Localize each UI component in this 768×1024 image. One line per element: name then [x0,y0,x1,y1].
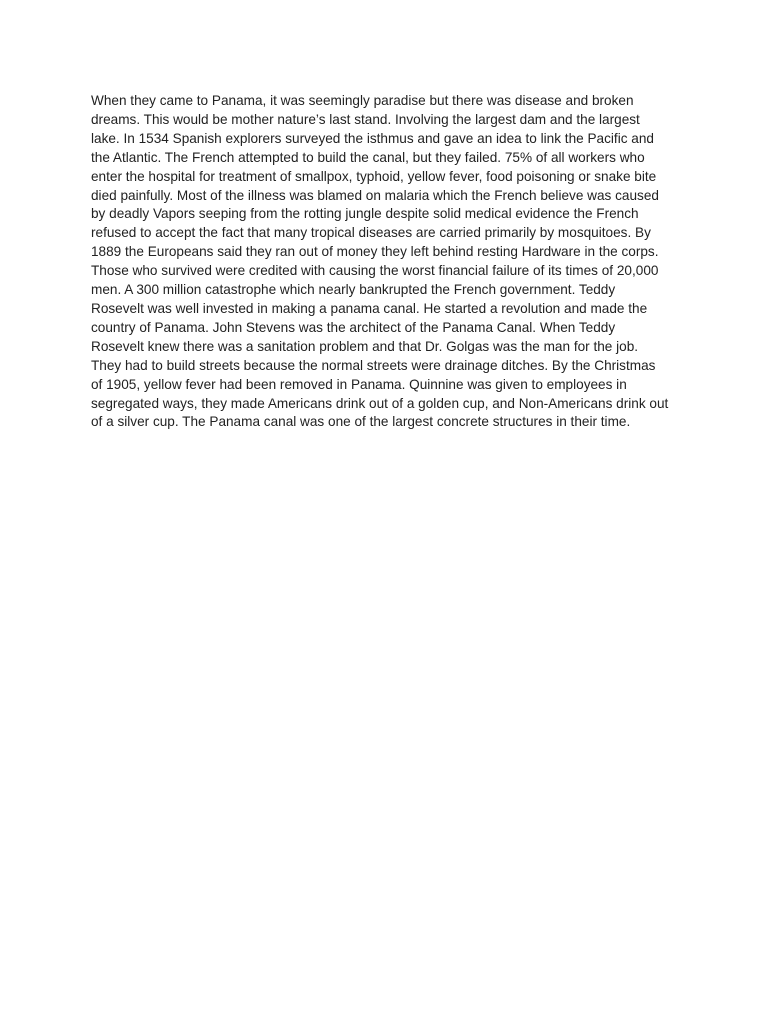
paragraph-line-12: Rosevelt was well invested in making a panama canal. He started a revolution and made the [91,300,648,316]
paragraph-line-11: men. A 300 million catastrophe which nearly bankrupted the French government. Teddy [91,282,616,298]
paragraph-line-9: 1889 the Europeans said they ran out of money they left behind resting Hardware in the corps. [91,244,659,260]
paragraph-line-7: by deadly Vapors seeping from the rotting jungle despite solid medical evidence the French [91,206,639,222]
paragraph-line-16: of 1905, yellow fever had been removed in Panama. Quinnine was given to employees in [91,376,627,392]
paragraph-line-8: refused to accept the fact that many tropical diseases are carried primarily by mosquitoes. By [91,225,651,241]
body-paragraph [91,92,691,432]
paragraph-line-10: Those who survived were credited with causing the worst financial failure of its times of 20,000 [91,263,659,279]
paragraph-line-2: dreams. This would be mother nature’s last stand. Involving the largest dam and the largest [91,111,640,127]
paragraph-line-15: They had to build streets because the normal streets were drainage ditches. By the Christmas [91,357,656,373]
paragraph-line-13: country of Panama. John Stevens was the architect of the Panama Canal. When Teddy [91,319,616,335]
paragraph-line-3: lake. In 1534 Spanish explorers surveyed the isthmus and gave an idea to link the Pacific and [91,130,654,146]
paragraph-line-6: died painfully. Most of the illness was blamed on malaria which the French believe was caused [91,187,659,203]
paragraph-line-14: Rosevelt knew there was a sanitation problem and that Dr. Golgas was the man for the job. [91,338,639,354]
paragraph-line-4: the Atlantic. The French attempted to build the canal, but they failed. 75% of all workers who [91,149,645,165]
paragraph-line-18: of a silver cup. The Panama canal was one of the largest concrete structures in their time. [91,414,631,430]
paragraph-line-5: enter the hospital for treatment of smallpox, typhoid, yellow fever, food poisoning or snake bite [91,168,657,184]
paragraph-line-1: When they came to Panama, it was seemingly paradise but there was disease and broken [91,93,634,108]
paragraph-line-17: segregated ways, they made Americans drink out of a golden cup, and Non-Americans drink out [91,395,669,411]
